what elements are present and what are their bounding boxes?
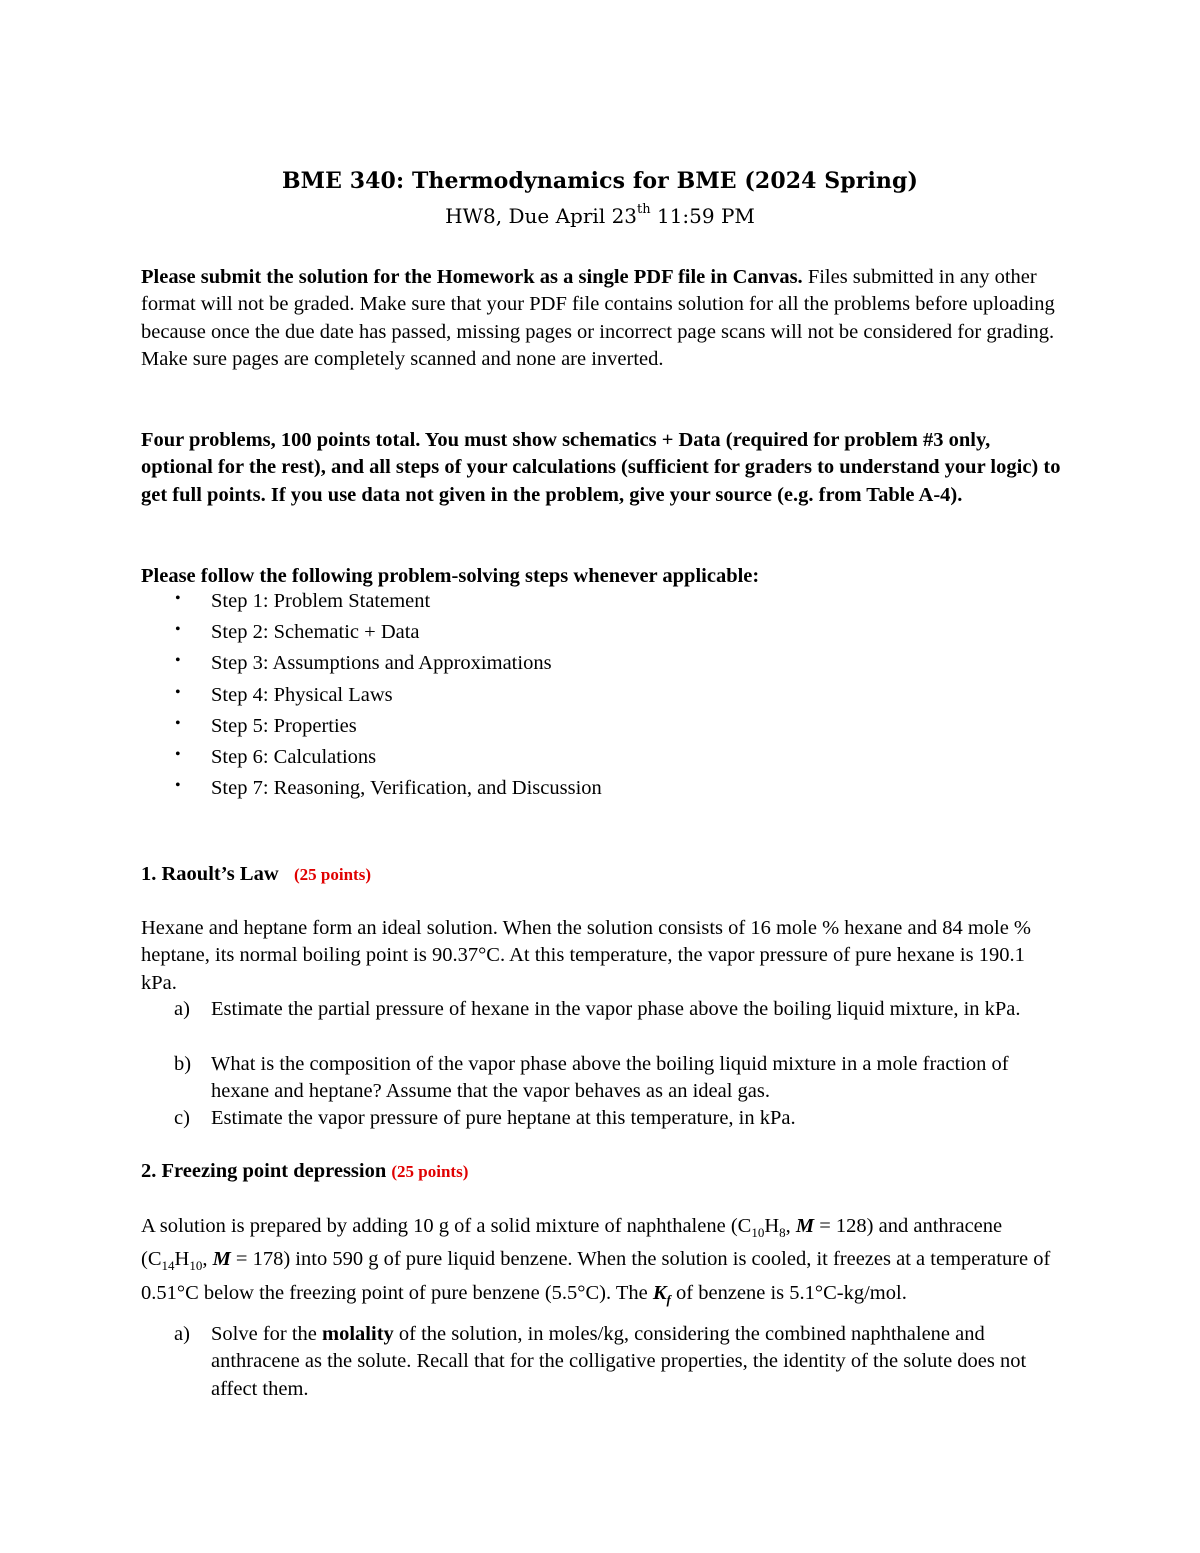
problem-1-body: Hexane and heptane form an ideal solution. When the solution consists of 16 mole % hexane and 84 mole % heptane, its normal boiling point is 90.37°C. At this temperature, the vapor pressure of pure hexane is 190.1 kPa. (141, 917, 1032, 994)
page-subtitle (0, 204, 1200, 228)
part-label: c) (174, 1107, 190, 1129)
step-item (141, 684, 841, 715)
step-text: Step 2: Schematic + Data (211, 621, 420, 644)
p2-sub: 10 (189, 1258, 203, 1274)
p2-sub: 10 (751, 1225, 765, 1241)
problem-2-title: 2. Freezing point depression (141, 1160, 387, 1182)
steps-heading: Please follow the following problem-solving steps whenever applicable: (141, 565, 760, 587)
bullet-icon: • (175, 777, 181, 795)
step-text: Step 7: Reasoning, Verification, and Discussion (211, 777, 602, 800)
page-title: BME 340: Thermodynamics for BME (2024 Spring) (281, 168, 919, 194)
step-text: Step 5: Properties (211, 714, 357, 737)
steps-list (141, 590, 841, 808)
problem-1-part-c (174, 1105, 1044, 1132)
part-label: b) (174, 1053, 192, 1075)
bullet-icon: • (175, 590, 181, 607)
p2-molar-mass-symbol: M (795, 1215, 815, 1237)
part-text: Estimate the partial pressure of hexane in the vapor phase above the boiling liquid mixture, in kPa. (211, 998, 1021, 1020)
p2-text: A solution is prepared by adding 10 g of a solid mixture of naphthalene (C (141, 1215, 752, 1237)
intro-rest: Files submitted in any other format will not be graded. Make sure that your PDF file contains solution for all the problems before uploading because once the due date has passed, missing pages or incorrect page scans will not be considered for grading. Make sure pages are completely scanned and none are inverted. (141, 266, 1055, 370)
step-text: Step 6: Calculations (211, 745, 377, 768)
problem-1-points: (25 points) (294, 865, 371, 884)
problem-1-part-b (174, 1051, 1044, 1106)
part-text-bold: molality (322, 1323, 394, 1345)
part-text: What is the composition of the vapor phase above the boiling liquid mixture in a mole fraction of hexane and heptane? Assume that the vapor behaves as an ideal gas. (211, 1053, 1009, 1103)
rules-paragraph: Four problems, 100 points total. You must show schematics + Data (required for problem #3 only, optional for the rest), and all steps of your calculations (sufficient for graders to understand your logic) to get full points. If you use data not given in the problem, give your source (e.g. from Table A-4). (141, 429, 1061, 506)
part-text-2: of the solution, in moles/kg, considering the combined naphthalene and anthracene as the solute. Recall that for the colligative properties, the identity of the solute does not affect them. (211, 1323, 1027, 1400)
step-item (141, 777, 841, 808)
p2-text: , (202, 1248, 213, 1271)
subtitle-text: HW8, Due April 23 (445, 204, 638, 228)
problem-1-part-a (174, 996, 1044, 1023)
p2-sub: 8 (779, 1225, 786, 1241)
p2-text: H (764, 1215, 780, 1237)
p2-text: H (174, 1248, 190, 1271)
step-item (141, 715, 841, 746)
step-text: Step 3: Assumptions and Approximations (211, 652, 552, 675)
subtitle-sup: th (637, 202, 651, 218)
p2-text: = 178) into 590 g of pure liquid benzene. When the solution is cooled, it freezes at a temperature of 0.51°C below the freezing point of pure benzene (5.5°C). The (141, 1248, 1051, 1304)
intro-bold: Please submit the solution for the Homework as a single PDF file in Canvas. (141, 266, 803, 288)
subtitle-time: 11:59 PM (650, 204, 755, 228)
p2-molar-mass-symbol: M (212, 1248, 231, 1271)
problem-1-heading (141, 863, 371, 886)
problem-2-heading (141, 1160, 468, 1183)
part-label: a) (174, 1323, 190, 1345)
part-text-1: Solve for the (211, 1323, 323, 1345)
p2-k-symbol: K (652, 1281, 667, 1304)
problem-2-body (141, 1213, 1061, 1313)
step-text: Step 4: Physical Laws (211, 683, 393, 706)
p2-k-sub: f (666, 1291, 671, 1307)
step-item (141, 590, 841, 621)
part-text (211, 1321, 1044, 1403)
step-text: Step 1: Problem Statement (211, 590, 431, 612)
p2-text: , (785, 1215, 796, 1237)
problem-2-part-a (174, 1321, 1044, 1403)
p2-text: = 128) and anthracene (C (141, 1215, 1003, 1271)
bullet-icon: • (175, 621, 181, 639)
bullet-icon: • (175, 652, 181, 670)
p2-sub: 14 (161, 1258, 175, 1274)
intro-paragraph (141, 264, 1061, 373)
part-label: a) (174, 998, 190, 1020)
bullet-icon: • (175, 714, 181, 732)
step-item (141, 746, 841, 777)
step-item (141, 621, 841, 652)
bullet-icon: • (175, 683, 181, 701)
problem-1-title: 1. Raoult’s Law (141, 863, 279, 885)
bullet-icon: • (175, 745, 181, 763)
p2-text: of benzene is 5.1°C-kg/mol. (670, 1281, 907, 1304)
part-text: Estimate the vapor pressure of pure heptane at this temperature, in kPa. (211, 1107, 796, 1129)
step-item (141, 652, 841, 683)
problem-2-points: (25 points) (391, 1162, 469, 1181)
